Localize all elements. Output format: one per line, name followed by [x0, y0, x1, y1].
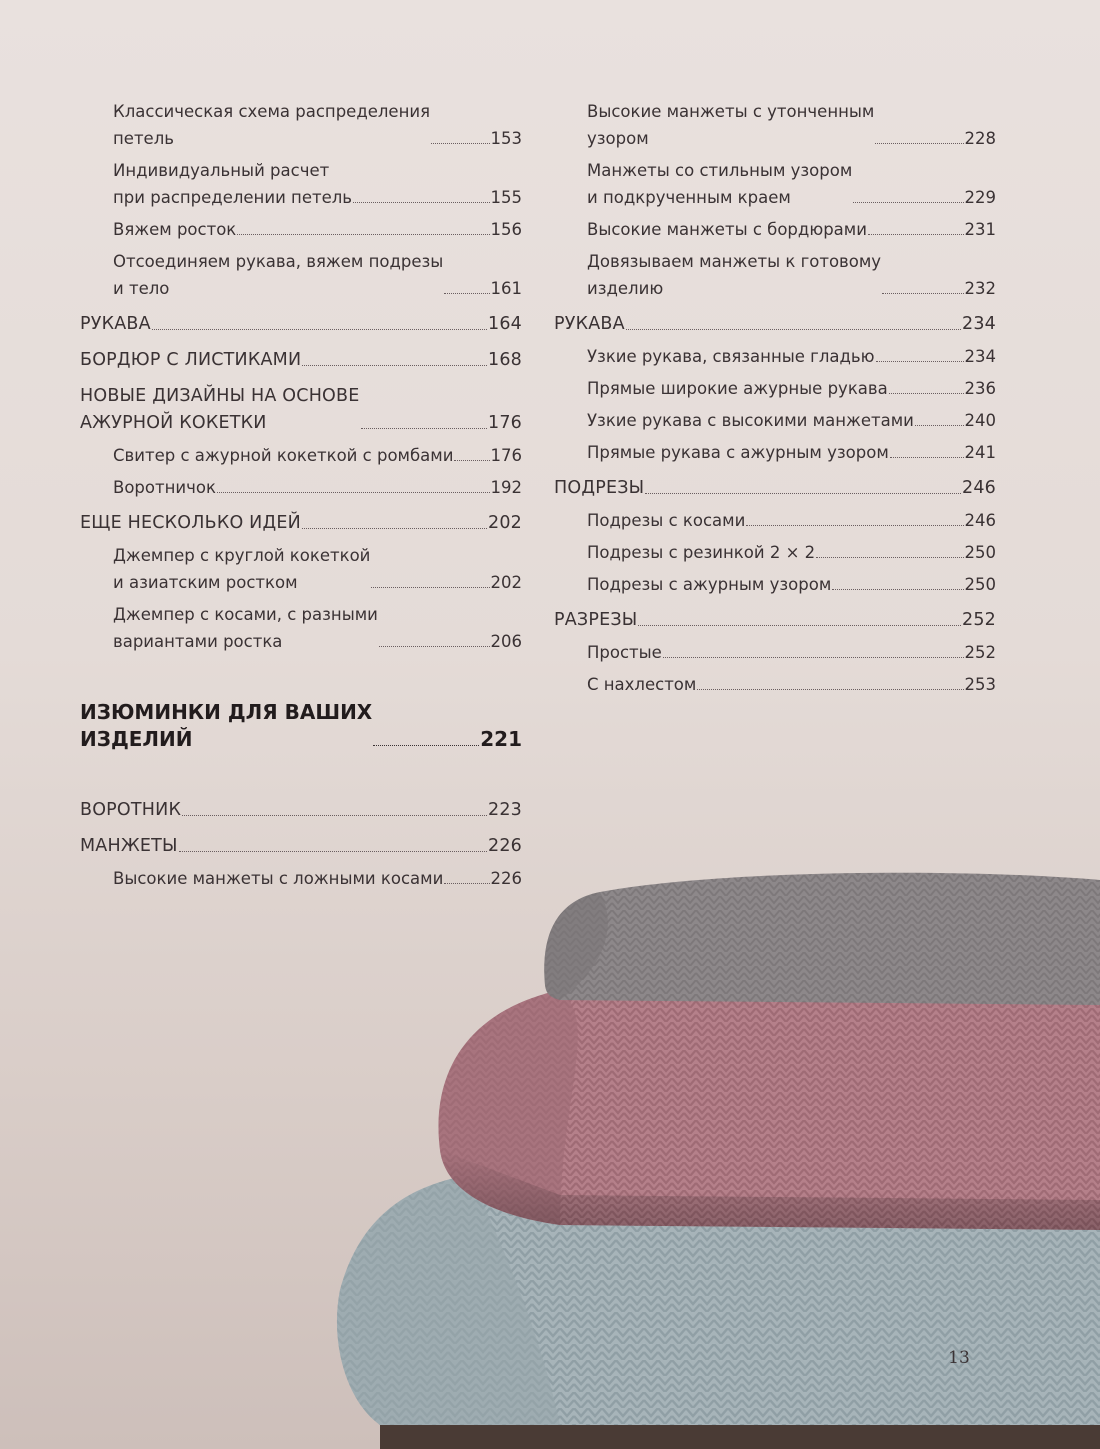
dot-leader — [182, 815, 487, 816]
toc-entry-title: Манжеты со стильным узором и подкрученным краем — [587, 161, 853, 207]
dot-leader — [373, 745, 479, 746]
toc-entry-title: ЕЩЕ НЕСКОЛЬКО ИДЕЙ — [80, 513, 301, 533]
toc-entry-page: 250 — [964, 543, 996, 562]
toc-entry-page: 156 — [490, 220, 522, 239]
dot-leader — [868, 234, 964, 235]
dot-leader — [832, 589, 963, 590]
toc-entry[interactable] — [80, 311, 522, 338]
toc-entry[interactable] — [80, 157, 522, 211]
toc-entry[interactable] — [80, 216, 522, 243]
toc-entry[interactable] — [80, 601, 522, 655]
toc-entry[interactable] — [554, 571, 996, 598]
toc-entry[interactable] — [554, 607, 996, 634]
toc-entry[interactable] — [554, 248, 996, 302]
toc-entry[interactable] — [554, 216, 996, 243]
toc-entry-title: Воротничок — [113, 478, 216, 497]
toc-entry-title: Подрезы с косами — [587, 511, 746, 530]
toc-entry[interactable] — [80, 442, 522, 469]
dot-leader — [444, 883, 489, 884]
dot-leader — [179, 851, 487, 852]
toc-entry-title: Отсоединяем рукава, вяжем подрезы и тело — [113, 252, 444, 298]
toc-entry-page: 252 — [961, 610, 996, 630]
toc-entry[interactable] — [554, 343, 996, 370]
toc-entry-page: 246 — [964, 511, 996, 530]
toc-entry[interactable] — [80, 248, 522, 302]
toc-entry[interactable] — [80, 833, 522, 860]
toc-entry-title: ВОРОТНИК — [80, 800, 182, 820]
toc-entry-page: 240 — [964, 411, 996, 430]
toc-entry-page: 250 — [964, 575, 996, 594]
dot-leader — [853, 202, 963, 203]
toc-entry-page: 241 — [964, 443, 996, 462]
toc-entry[interactable] — [554, 475, 996, 502]
dot-leader — [361, 428, 487, 429]
dot-leader — [816, 557, 963, 558]
dot-leader — [876, 361, 964, 362]
toc-entry-title: Джемпер с косами, с разными вариантами ростка — [113, 605, 378, 651]
toc-entry-title: Прямые широкие ажурные рукава — [587, 379, 888, 398]
toc-entry[interactable] — [80, 474, 522, 501]
dot-leader — [915, 425, 964, 426]
toc-entry-page: 229 — [964, 188, 996, 207]
dot-leader — [697, 689, 963, 690]
toc-left-column — [80, 98, 522, 897]
toc-entry-page: 155 — [490, 188, 522, 207]
toc-entry-page: 168 — [487, 350, 522, 370]
dot-leader — [353, 202, 489, 203]
toc-entry[interactable] — [554, 157, 996, 211]
toc-entry-title: Довязываем манжеты к готовому изделию — [587, 252, 882, 298]
toc-entry-title: Подрезы с резинкой 2 × 2 — [587, 543, 816, 562]
toc-entry-title: Прямые рукава с ажурным узором — [587, 443, 889, 462]
dot-leader — [645, 493, 961, 494]
toc-entry-title: БОРДЮР С ЛИСТИКАМИ — [80, 350, 302, 370]
toc-entry[interactable] — [554, 407, 996, 434]
toc-entry-page: 202 — [490, 573, 522, 592]
toc-entry-page: 236 — [964, 379, 996, 398]
toc-entry-title: Подрезы с ажурным узором — [587, 575, 832, 594]
dot-leader — [890, 457, 964, 458]
toc-entry-page: 221 — [480, 727, 522, 751]
toc-entry-title: Свитер с ажурной кокеткой с ромбами — [113, 446, 454, 465]
dot-leader — [302, 365, 487, 366]
toc-entry-title: МАНЖЕТЫ — [80, 836, 178, 856]
toc-entry[interactable] — [80, 699, 522, 753]
toc-entry[interactable] — [80, 865, 522, 892]
toc-entry-title: НОВЫЕ ДИЗАЙНЫ НА ОСНОВЕ АЖУРНОЙ КОКЕТКИ — [80, 386, 360, 433]
toc-entry[interactable] — [80, 347, 522, 374]
toc-entry-page: 246 — [961, 478, 996, 498]
toc-entry[interactable] — [80, 797, 522, 824]
toc-entry-title: Классическая схема распределения петель — [113, 102, 431, 148]
toc-entry-page: 164 — [487, 314, 522, 334]
grey-sweater — [544, 873, 1100, 1005]
dot-leader — [379, 646, 490, 647]
dot-leader — [237, 234, 489, 235]
toc-entry-page: 223 — [487, 800, 522, 820]
toc-entry[interactable] — [80, 542, 522, 596]
toc-entry-title: Высокие манжеты с бордюрами — [587, 220, 867, 239]
dot-leader — [444, 293, 489, 294]
toc-entry-page: 226 — [490, 869, 522, 888]
toc-entry-page: 253 — [964, 675, 996, 694]
toc-entry-page: 176 — [490, 446, 522, 465]
toc-entry-title: РУКАВА — [554, 314, 625, 334]
dot-leader — [302, 528, 487, 529]
toc-entry[interactable] — [554, 98, 996, 152]
toc-entry-page: 231 — [964, 220, 996, 239]
toc-entry-title: Высокие манжеты с ложными косами — [113, 869, 444, 888]
toc-entry[interactable] — [80, 98, 522, 152]
toc-entry[interactable] — [554, 507, 996, 534]
dot-leader — [746, 525, 963, 526]
dot-leader — [152, 329, 487, 330]
toc-entry[interactable] — [554, 375, 996, 402]
toc-entry-page: 234 — [964, 347, 996, 366]
dot-leader — [638, 625, 961, 626]
toc-entry-title: Вяжем росток — [113, 220, 237, 239]
toc-entry-page: 234 — [961, 314, 996, 334]
toc-entry-title: ПОДРЕЗЫ — [554, 478, 645, 498]
toc-right-column — [554, 98, 996, 703]
toc-entry-page: 202 — [487, 513, 522, 533]
toc-entry[interactable] — [80, 510, 522, 537]
toc-entry-title: Узкие рукава с высокими манжетами — [587, 411, 914, 430]
toc-entry-page: 176 — [487, 413, 522, 433]
toc-entry-page: 232 — [964, 279, 996, 298]
toc-entry-title: Простые — [587, 643, 662, 662]
toc-entry-page: 226 — [487, 836, 522, 856]
toc-entry[interactable] — [554, 671, 996, 698]
dot-leader — [431, 143, 489, 144]
toc-entry[interactable] — [554, 639, 996, 666]
page-number: 13 — [948, 1348, 970, 1368]
dot-leader — [875, 143, 963, 144]
toc-entry-title: Индивидуальный расчет при распределении петель — [113, 161, 353, 207]
dot-leader — [882, 293, 963, 294]
toc-entry-page: 192 — [490, 478, 522, 497]
toc-entry-title: Джемпер с круглой кокеткой и азиатским ростком — [113, 546, 371, 592]
toc-entry-page: 206 — [490, 632, 522, 651]
toc-entry[interactable] — [554, 539, 996, 566]
toc-entry-title: Узкие рукава, связанные гладью — [587, 347, 875, 366]
toc-entry-title: РУКАВА — [80, 314, 151, 334]
toc-entry-page: 153 — [490, 129, 522, 148]
toc-entry-title: С нахлестом — [587, 675, 697, 694]
dot-leader — [217, 492, 490, 493]
dot-leader — [663, 657, 964, 658]
toc-entry-page: 252 — [964, 643, 996, 662]
toc-entry[interactable] — [80, 383, 522, 437]
toc-entry[interactable] — [554, 439, 996, 466]
toc-entry-title: ИЗЮМИНКИ ДЛЯ ВАШИХ ИЗДЕЛИЙ — [80, 700, 373, 751]
dot-leader — [889, 393, 964, 394]
toc-entry-page: 161 — [490, 279, 522, 298]
toc-entry-title: Высокие манжеты с утонченным узором — [587, 102, 875, 148]
toc-entry[interactable] — [554, 311, 996, 338]
dot-leader — [626, 329, 961, 330]
toc-entry-title: РАЗРЕЗЫ — [554, 610, 638, 630]
dot-leader — [454, 460, 489, 461]
dot-leader — [371, 587, 489, 588]
toc-entry-page: 228 — [964, 129, 996, 148]
